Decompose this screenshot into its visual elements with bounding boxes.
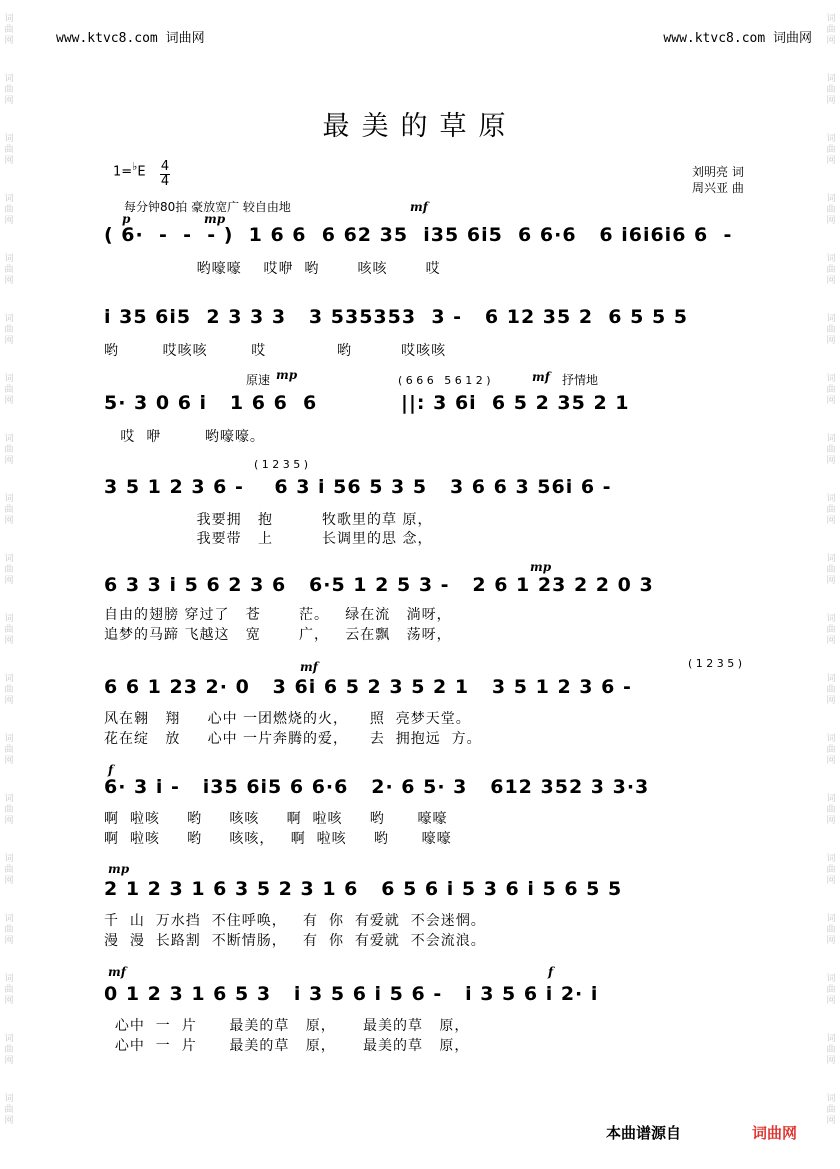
- watermark-text: 词 曲 网: [4, 373, 14, 406]
- notation-line: 3 5 1 2 3 6 - 6 3 i 56 5 3 5 3 6 6 3 56i 6 -: [104, 476, 612, 498]
- watermark-text: 词 曲 网: [826, 733, 836, 766]
- lyrics-verse-2: 心中 一 片 最美的草 原， 最美的草 原，: [104, 1038, 470, 1054]
- expression-lyrical: 抒情地: [562, 373, 599, 387]
- notation-line: 0 1 2 3 1 6 5 3 i 3 5 6 i 5 6 - i 3 5 6 i 2· i: [104, 983, 599, 1005]
- watermark-text: 词 曲 网: [4, 553, 14, 586]
- lyricist: 刘明亮 词: [692, 165, 744, 179]
- lyrics-verse-1: 哎 咿 哟嚎嚎。: [104, 429, 265, 445]
- watermark-text: 词 曲 网: [4, 73, 14, 106]
- dynamic-mf-4: mf: [108, 965, 126, 979]
- watermark-text: 词 曲 网: [826, 1033, 836, 1066]
- watermark-text: 词 曲 网: [826, 553, 836, 586]
- watermark-text: 词 曲 网: [4, 793, 14, 826]
- song-title: 最美的草原: [322, 111, 518, 142]
- lyrics-verse-2: 花在绽 放 心中 一片奔腾的爱， 去 拥抱远 方。: [104, 731, 482, 747]
- lyrics-verse-1: 啊 啦咳 哟 咳咳 啊 啦咳 哟 嚎嚎: [104, 811, 448, 827]
- watermark-text: 词 曲 网: [4, 673, 14, 706]
- lyrics-verse-2: 啊 啦咳 哟 咳咳， 啊 啦咳 哟 嚎嚎: [104, 831, 452, 847]
- notation-line: i 35 6i5 2 3 3 3 3 535353 3 - 6 12 35 2 6 5 5 5: [104, 306, 689, 328]
- lyrics-verse-1: 自由的翅膀 穿过了 苍 茫。 绿在流 淌呀，: [104, 607, 452, 623]
- watermark-text: 词 曲 网: [826, 193, 836, 226]
- notation-line: 2 1 2 3 1 6 3 5 2 3 1 6 6 5 6 i 5 3 6 i 5 6 5 5: [104, 878, 623, 900]
- notation-line: 6· 3 i - i35 6i5 6 6·6 2· 6 5· 3 612 352 3 3·3: [104, 776, 650, 798]
- notation-line: 6 6 1 23 2· 0 3 6i 6 5 2 3 5 2 1 3 5 1 2 3 6 -: [104, 676, 632, 698]
- watermark-text: 词 曲 网: [826, 853, 836, 886]
- lyrics-verse-1: 心中 一 片 最美的草 原， 最美的草 原，: [104, 1018, 470, 1034]
- grace-notes-3: ( 1 2 3 5 ): [688, 657, 743, 670]
- tempo-original: 原速: [246, 373, 271, 387]
- watermark-text: 词 曲 网: [826, 13, 836, 46]
- watermark-text: 词 曲 网: [4, 313, 14, 346]
- footer-source-site: 词曲网: [752, 1124, 798, 1142]
- dynamic-mf-2: mf: [532, 370, 550, 384]
- site-header-left: www.ktvc8.com 词曲网: [56, 31, 205, 46]
- watermark-text: 词 曲 网: [4, 493, 14, 526]
- dynamic-f-2: f: [548, 965, 554, 979]
- watermark-text: 词 曲 网: [4, 193, 14, 226]
- notation-line: 5· 3 0 6 i 1 6 6 6 ||: 3 6i 6 5 2 35 2 1: [104, 392, 630, 414]
- watermark-text: 词 曲 网: [826, 373, 836, 406]
- lyrics-verse-2: 漫 漫 长路割 不断情肠， 有 你 有爱就 不会流浪。: [104, 933, 486, 949]
- watermark-text: 词 曲 网: [826, 973, 836, 1006]
- grace-notes-2: ( 1 2 3 5 ): [254, 458, 309, 471]
- watermark-text: 词 曲 网: [826, 913, 836, 946]
- lyrics-verse-1: 千 山 万水挡 不住呼唤， 有 你 有爱就 不会迷惘。: [104, 913, 486, 929]
- lyrics-verse-1: 哟嚎嚎 哎咿 哟 咳咳 哎: [104, 261, 441, 277]
- dynamic-f: f: [108, 763, 114, 777]
- watermark-text: 词 曲 网: [4, 13, 14, 46]
- lyrics-verse-2: 追梦的马蹄 飞越这 宽 广， 云在飘 荡呀，: [104, 627, 452, 643]
- watermark-text: 词 曲 网: [826, 133, 836, 166]
- tempo-marking: 每分钟80拍 豪放宽广 较自由地: [124, 200, 291, 214]
- lyrics-verse-2: 我要带 上 长调里的思 念，: [104, 531, 433, 547]
- credits: [692, 164, 744, 196]
- lyrics-verse-1: 哟 哎咳咳 哎 哟 哎咳咳: [104, 343, 447, 359]
- watermark-text: 词 曲 网: [826, 433, 836, 466]
- watermark-left: [2, 0, 16, 1140]
- watermark-text: 词 曲 网: [826, 1093, 836, 1126]
- time-signature: 4 4: [160, 159, 170, 189]
- watermark-text: 词 曲 网: [826, 253, 836, 286]
- lyrics-verse-1: 风在翱 翔 心中 一团燃烧的火， 照 亮梦天堂。: [104, 711, 471, 727]
- watermark-text: 词 曲 网: [4, 913, 14, 946]
- watermark-text: 词 曲 网: [4, 1033, 14, 1066]
- footer-source-label: 本曲谱源自: [606, 1124, 682, 1142]
- lyrics-verse-1: 我要拥 抱 牧歌里的草 原，: [104, 512, 433, 528]
- composer: 周兴亚 曲: [692, 181, 744, 195]
- watermark-text: 词 曲 网: [826, 313, 836, 346]
- watermark-text: 词 曲 网: [4, 853, 14, 886]
- watermark-text: 词 曲 网: [826, 793, 836, 826]
- grace-notes-1: ( 6 6 6 5 6 1 2 ): [398, 374, 491, 387]
- dynamic-mf: mf: [410, 200, 428, 214]
- dynamic-mp: mp: [204, 212, 226, 226]
- site-header-right: www.ktvc8.com 词曲网: [663, 31, 812, 46]
- watermark-text: 词 曲 网: [4, 1093, 14, 1126]
- watermark-text: 词 曲 网: [826, 613, 836, 646]
- watermark-text: 词 曲 网: [4, 433, 14, 466]
- watermark-text: 词 曲 网: [4, 133, 14, 166]
- watermark-text: 词 曲 网: [826, 73, 836, 106]
- watermark-text: 词 曲 网: [4, 973, 14, 1006]
- watermark-right: [824, 0, 838, 1140]
- key-signature: 1=♭E: [113, 160, 146, 180]
- watermark-text: 词 曲 网: [4, 733, 14, 766]
- watermark-text: 词 曲 网: [826, 493, 836, 526]
- dynamic-mp-4: mp: [108, 862, 130, 876]
- dynamic-mp-2: mp: [276, 368, 298, 382]
- notation-line: ( 6· - - - ) 1 6 6 6 62 35 i35 6i5 6 6·6 6 i6i6i6 6 -: [104, 224, 733, 246]
- dynamic-mp-3: mp: [530, 560, 552, 574]
- watermark-text: 词 曲 网: [826, 673, 836, 706]
- watermark-text: 词 曲 网: [4, 613, 14, 646]
- dynamic-p: p: [122, 212, 131, 226]
- notation-line: 6 3 3 i 5 6 2 3 6 6·5 1 2 5 3 - 2 6 1 23 2 2 0 3: [104, 574, 654, 596]
- watermark-text: 词 曲 网: [4, 253, 14, 286]
- dynamic-mf-3: mf: [300, 660, 318, 674]
